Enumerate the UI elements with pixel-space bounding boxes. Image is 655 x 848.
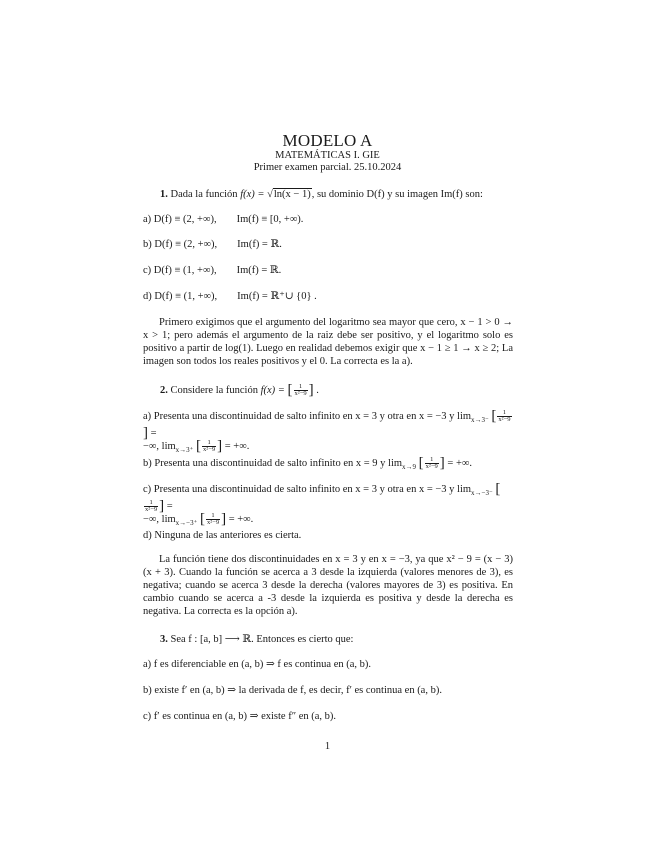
q2-option-b[interactable]: b) Presenta una discontinuidad de salto infinito en x = 9 y $\lim_{x\to 9}$ [ $\frac{1}{\text{x²−9}}$ ] = +∞.: [143, 455, 473, 472]
q3-option-b[interactable]: b) existe f′ en (a, b) ⇒ la derivada de f, es decir, f′ es continua en (a, b).: [143, 685, 442, 696]
q2-option-d[interactable]: d) Ninguna de las anteriores es cierta.: [143, 530, 302, 541]
sqrt-symbol: √: [267, 189, 273, 200]
exam-title: MODELO A: [282, 131, 373, 150]
question-number: 2.: [160, 385, 168, 396]
q2-option-a[interactable]: a) Presenta una discontinuidad de salto infinito en x = 3 y otra en x = −3 y $\lim_{x\to 3^-}$ [ $\frac{1}{\text{x²−9}}$ ] = −∞, $\lim_{x\to 3^+}$ [ $\frac{1}{\text{x²−9}}$ ] = +∞.: [143, 408, 511, 455]
exam-date: Primer examen parcial. 25.10.2024: [253, 162, 402, 173]
q2-solution: La función tiene dos discontinuidades en x = 3 y en x = −3, ya que x² − 9 = (x − 3)(x + 3). Cuando la función se acerca a 3 desde la izquierda (valores menores de 3), es negativa; cuando se acerca 3 desde la derecha (valores mayores de 3) es positiva. En cambio cuando se acerca a -3 desde la izquierda es positiva y desde la derecha es negativa. La correcta es la opción a).: [143, 554, 513, 617]
q1-option-c[interactable]: c) D(f) ≡ (1, +∞), Im(f) = ℝ.: [143, 265, 282, 276]
question-number: 1.: [160, 189, 168, 200]
question-1-statement: 1. Dada la función f(x) = √ln(x − 1), su dominio D(f) y su imagen Im(f) son:: [160, 189, 483, 200]
q2-option-c[interactable]: c) Presenta una discontinuidad de salto infinito en x = 3 y otra en x = −3 y $\lim_{x\to-3^-}$ [ $\frac{1}{\text{x²−9}}$ ] = −∞, $\lim_{x\to-3^+}$ [ $\frac{1}{\text{x²−9}}$ ] = +∞.: [143, 481, 501, 528]
question-3-statement: 3. Sea f : [a, b] ⟶ ℝ. Entonces es cierto que:: [160, 634, 354, 645]
q1-option-a[interactable]: a) D(f) ≡ (2, +∞), Im(f) ≡ [0, +∞).: [143, 214, 304, 225]
exam-subject: MATEMÁTICAS I. GIE: [275, 150, 380, 161]
question-2-statement: 2. Considere la función f(x) = [ $\frac{1}{\text{x²−9}}$ ] .: [160, 382, 319, 399]
page-number: 1: [324, 741, 331, 752]
q3-option-a[interactable]: a) f es diferenciable en (a, b) ⇒ f es continua en (a, b).: [143, 659, 372, 670]
q1-option-b[interactable]: b) D(f) ≡ (2, +∞), Im(f) = ℝ.: [143, 239, 282, 250]
q1-option-d[interactable]: d) D(f) ≡ (1, +∞), Im(f) = ℝ⁺∪ {0} .: [143, 291, 317, 302]
question-number: 3.: [160, 634, 168, 645]
q1-solution: Primero exigimos que el argumento del logaritmo sea mayor que cero, x − 1 > 0 → x > 1; pero además el argumento de la raiz debe ser positivo, y el logaritmo solo es positivo a partir de log(1). Luego en realidad debemos exigir que x − 1 ≥ 1 → x ≥ 2; La imagen son todos los reales positivos y el 0. La correcta es la a).: [143, 317, 513, 367]
q3-option-c[interactable]: c) f′ es continua en (a, b) ⇒ existe f″ en (a, b).: [143, 711, 337, 722]
